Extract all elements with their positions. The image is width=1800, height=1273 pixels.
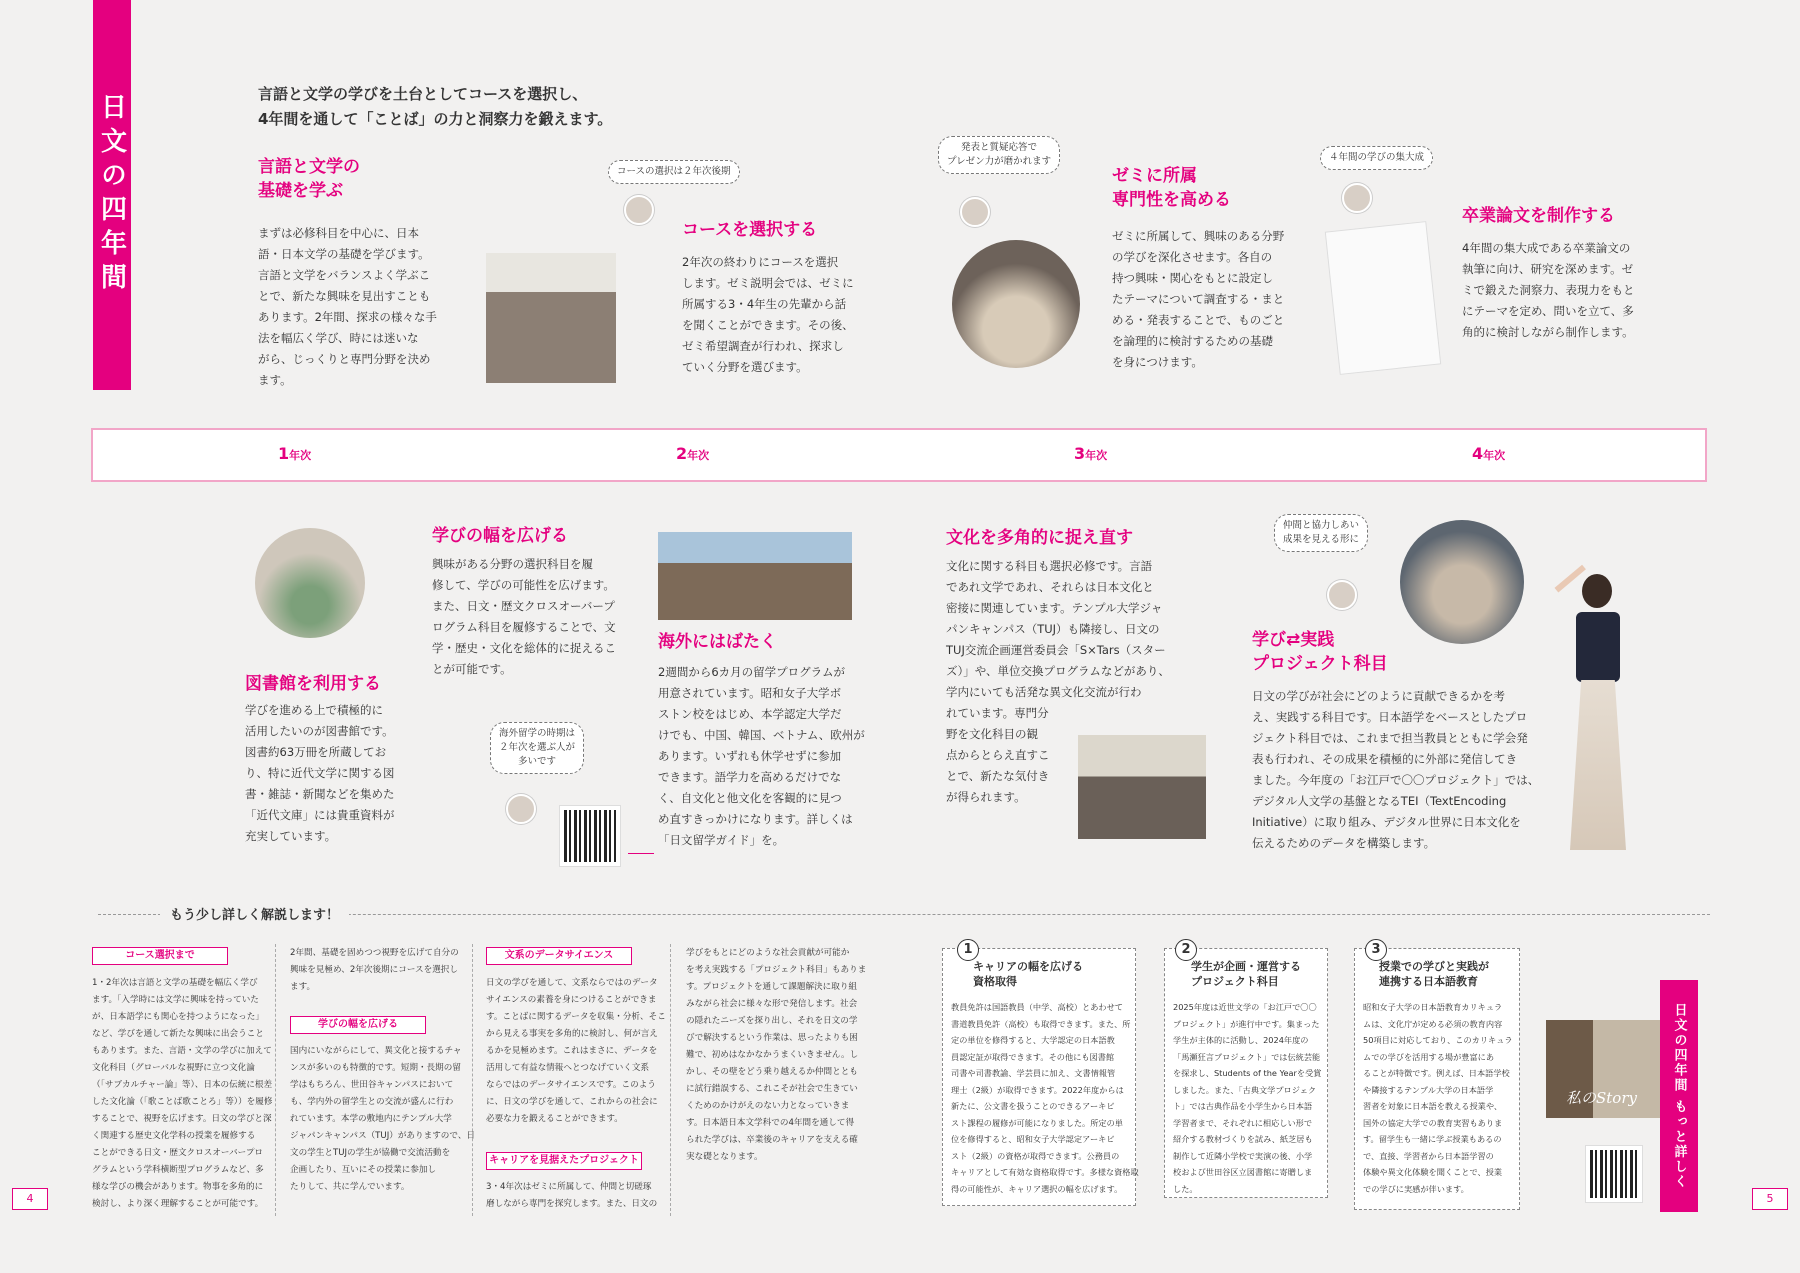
detail-column	[290, 1043, 475, 1196]
bubble-line: 成果を見える形に	[1283, 534, 1360, 545]
year-unit: 年次	[1085, 449, 1108, 462]
detail-tag: 学びの幅を広げる	[290, 1016, 426, 1034]
project-photo	[1400, 520, 1524, 644]
speech-bubble	[1274, 514, 1368, 552]
section-body	[682, 252, 854, 378]
bubble-line: プレゼン力が磨かれます	[947, 156, 1052, 167]
body-line: 「馬瀬狂言プロジェクト」では伝統芸能	[1173, 1051, 1321, 1062]
abroad-photo	[658, 532, 852, 620]
body-line: もあります。また、言語・文学の学びに加えて	[92, 1046, 272, 1056]
detail-column	[290, 945, 459, 996]
body-line: ズ）」や、単位交換プログラムなどがあり、	[946, 664, 1170, 678]
section-body	[245, 700, 395, 847]
body-line: 学内にいても活発な異文化交流が行わ	[946, 685, 1142, 699]
body-line: びで解決するという作業は、思ったよりも困	[686, 1033, 858, 1043]
body-line: 3・4年次はゼミに所属して、仲間と切磋琢	[486, 1182, 652, 1192]
box-title	[973, 959, 1083, 989]
body-line: ト」では古典作品を小学生から日本語	[1173, 1101, 1313, 1111]
year-unit: 年次	[1483, 449, 1506, 462]
body-line: ムでの学びを活用する場が豊富にあ	[1363, 1051, 1495, 1062]
bubble-line: 多いです	[518, 756, 557, 767]
body-line: 興味がある分野の選択科目を履	[432, 557, 593, 571]
section-body	[658, 662, 865, 851]
body-line: ストン校をはじめ、本学認定大学だ	[658, 707, 842, 721]
body-line: しました。また、「古典文学プロジェク	[1173, 1084, 1317, 1095]
body-line: 50項目に対応しており、このカリキュラ	[1363, 1035, 1513, 1045]
body-line: 図書約63万冊を所蔵してお	[245, 745, 387, 759]
body-line: 伝えるためのデータを構築します。	[1252, 836, 1436, 850]
section-title: 図書館を利用する	[245, 674, 381, 694]
detail-column	[486, 975, 666, 1128]
body-line: や隣接するテンプル大学の日本語学	[1363, 1084, 1494, 1095]
body-line: した。	[1173, 1183, 1198, 1194]
section-basics	[258, 155, 437, 391]
body-line: とが可能です。	[432, 662, 512, 676]
section-title: 基礎を学ぶ	[258, 181, 343, 201]
student-avatar	[506, 794, 536, 824]
body-line: 野を文化科目の観	[946, 727, 1038, 741]
box-title-line: プロジェクト科目	[1191, 975, 1279, 988]
section-body	[1112, 226, 1284, 373]
intro-line: 言語と文学の学びを土台としてコースを選択し、	[258, 85, 588, 103]
body-line: ミで鍛えた洞察力、表現力をもと	[1462, 283, 1635, 297]
body-line: す。留学生も一緒に学ぶ授業もあるの	[1363, 1134, 1502, 1144]
body-line: ました。今年度の「お江戸で〇〇プロジェクト」では、	[1252, 773, 1540, 787]
body-line: れています。専門分	[946, 706, 1049, 720]
body-line: 1・2年次は言語と文学の基礎を幅広く学び	[92, 978, 258, 988]
speech-bubble: ４年間の学びの集大成	[1320, 146, 1433, 170]
body-line: 学びをもとにどのような社会貢献が可能か	[686, 948, 850, 958]
body-line: 新たに、公文書を扱うことのできるアーキビ	[951, 1101, 1115, 1111]
body-line: 得の可能性が、キャリア選択の幅を広げます。	[951, 1183, 1123, 1194]
year-num: 1	[278, 444, 290, 463]
body-line: 持つ興味・関心をもとに設定し	[1112, 271, 1273, 285]
bubble-line: 発表と質疑応答で	[961, 142, 1038, 153]
year-unit: 年次	[687, 449, 710, 462]
section-project	[1252, 628, 1539, 854]
body-line: 2年間、基礎を固めつつ視野を広げて自分の	[290, 948, 459, 958]
box-title-line: 資格取得	[973, 975, 1017, 988]
body-line: り、特に近代文学に関する図	[245, 766, 395, 780]
body-line: ゼミに所属して、興味のある分野	[1112, 229, 1285, 243]
section-abroad	[658, 630, 865, 851]
body-line: 角的に検討しながら制作します。	[1462, 325, 1634, 339]
body-line: に、日文の学びを通して、これからの社会に	[486, 1097, 658, 1107]
bubble-line: 海外留学の時期は	[499, 728, 576, 739]
body-line: あります。2年間、探求の様々な手	[258, 310, 437, 324]
body-line: 学・歴史・文化を総体的に捉えるこ	[432, 641, 616, 655]
body-line: 文の学生とTUJの学生が協働で交流活動を	[290, 1148, 451, 1158]
body-line: 昭和女子大学の日本語教育カリキュラ	[1363, 1002, 1503, 1012]
info-box-project	[1164, 942, 1328, 1198]
body-line: 修して、学びの可能性を広げます。	[432, 578, 615, 592]
body-line: など、学びを通して新たな興味に出会うこと	[92, 1029, 264, 1039]
section-seminar	[1112, 164, 1284, 373]
body-line: 国内にいながらにして、異文化と接するチャ	[290, 1046, 462, 1056]
year-label-2	[676, 444, 709, 463]
body-line: 位を修得すると、昭和女子大学認定アーキビ	[951, 1134, 1115, 1144]
body-line: 充実しています。	[245, 829, 337, 843]
body-line: また、日文・歴文クロスオーバープ	[432, 599, 615, 613]
body-line: がら、じっくりと専門分野を決め	[258, 352, 431, 366]
info-box-japanese-education	[1354, 942, 1520, 1210]
body-line: ます。	[258, 373, 292, 387]
body-line: 員認定証が取得できます。その他にも図書館	[951, 1051, 1115, 1062]
section-widen	[432, 524, 616, 680]
body-line: の学びを深化させます。各自の	[1112, 250, 1273, 264]
body-line: サイエンスの素養を身につけることができま	[486, 995, 657, 1005]
body-line: が得られます。	[946, 790, 1026, 804]
body-line: での学びに実感が伴います。	[1363, 1183, 1469, 1194]
body-line: 習者を対象に日本語を教える授業や、	[1363, 1101, 1503, 1111]
body-line: とで、新たな興味を見出すことも	[258, 289, 431, 303]
body-line: 理士（2級）が取得できます。2022年度からは	[951, 1084, 1124, 1095]
body-line: で、直接、学習者から日本語学習の	[1363, 1150, 1494, 1161]
section-title: 学び⇄実践	[1252, 630, 1335, 650]
body-line: 表も行われ、その成果を積極的に外部に発信してき	[1252, 752, 1518, 766]
year-label-4	[1472, 444, 1505, 463]
box-body	[1363, 999, 1513, 1197]
body-line: 2025年度は近世文学の「お江戸で〇〇	[1173, 1002, 1317, 1012]
box-title	[1191, 959, 1301, 989]
section-body	[1252, 686, 1539, 854]
box-number: 1	[957, 939, 979, 961]
presenter-figure	[1548, 556, 1644, 856]
body-line: ムは、文化庁が定める必須の教育内容	[1363, 1018, 1503, 1029]
body-line: 点からとらえ直すこ	[946, 748, 1050, 762]
body-line: られた学びは、卒業後のキャリアを支える確	[686, 1135, 858, 1145]
body-line: 必要な力を鍛えることができます。	[486, 1114, 623, 1124]
body-line: を身につけます。	[1112, 355, 1203, 369]
student-avatar	[1342, 183, 1372, 213]
section-title: 学びの幅を広げる	[432, 526, 568, 546]
body-line: ます。	[290, 982, 316, 992]
body-line: 2週間から6カ月の留学プログラムが	[658, 665, 846, 679]
body-line: Initiative）に取り組み、デジタル世界に日本文化を	[1252, 815, 1521, 829]
box-body	[951, 999, 1139, 1197]
body-line: ます。「入学時には文学に興味を持っていた	[92, 995, 259, 1005]
body-line: も、学内外の留学生との交流が盛んに行わ	[290, 1097, 454, 1107]
body-line: 密接に関連しています。テンプル大学ジャ	[946, 601, 1163, 615]
box-body	[1173, 999, 1321, 1197]
arrow-icon	[628, 853, 654, 854]
body-line: 書・雑誌・新聞などを集めた	[245, 787, 395, 801]
body-line: 校および世田谷区立図書館に寄贈しま	[1173, 1167, 1313, 1177]
body-line: 磨しながら専門を探究します。また、日文の	[486, 1199, 658, 1209]
body-line: ンスが多いのも特徴的です。短期・長期の留	[290, 1063, 461, 1073]
student-avatar	[960, 197, 990, 227]
body-line: スト課程の履修が可能になりました。所定の単	[951, 1117, 1123, 1128]
body-line: 書道教員免許（高校）も取得できます。また、所	[951, 1018, 1131, 1029]
body-line: できます。語学力を高めるだけでな	[658, 770, 842, 784]
body-line: 法を幅広く学び、時には迷いな	[258, 331, 419, 345]
section-title: 海外にはばたく	[658, 632, 777, 652]
bubble-line: 仲間と協力しあい	[1283, 520, 1360, 531]
body-line: スト（2級）の資格が取得できます。公務員の	[951, 1150, 1120, 1161]
box-title	[1379, 959, 1489, 989]
body-line: デジタル人文学の基盤となるTEI（TextEncoding	[1252, 794, 1507, 808]
box-number: 2	[1175, 939, 1197, 961]
body-line: 「日文留学ガイド」を。	[658, 833, 785, 847]
section-title: ゼミに所属	[1112, 166, 1197, 186]
box-title-line: キャリアの幅を広げる	[973, 960, 1083, 973]
detail-column	[686, 945, 866, 1166]
library-photo	[255, 528, 365, 638]
section-title: コースを選択する	[682, 220, 818, 240]
box-title-line: 連携する日本語教育	[1379, 975, 1478, 988]
body-line: 実な礎となります。	[686, 1152, 763, 1162]
section-course	[682, 218, 854, 378]
seminar-photo	[952, 240, 1080, 368]
body-line: 国外の協定大学での教育実習もありま	[1363, 1117, 1503, 1128]
body-line: め直すきっかけになります。詳しくは	[658, 812, 853, 826]
body-line: 執筆に向け、研究を深めます。ゼ	[1462, 262, 1634, 276]
body-line: を論理的に検討するための基礎	[1112, 334, 1273, 348]
side-title: 日文の四年間	[93, 0, 131, 390]
body-line: 制作して近隣小学校で実演の後、小学	[1173, 1150, 1313, 1161]
culture-photo	[1078, 735, 1206, 839]
classroom-photo	[486, 253, 616, 383]
body-line: す。日本語日本文学科での4年間を通して得	[686, 1118, 855, 1128]
body-line: かし、その壁をどう乗り越えるか仲間ととも	[686, 1067, 858, 1077]
body-line: ていく分野を選びます。	[682, 360, 808, 374]
body-line: 日文の学びが社会にどのように貢献できるかを考	[1252, 689, 1505, 703]
body-line: にテーマを定め、問いを立て、多	[1462, 304, 1634, 318]
body-line: の隠れたニーズを探り出し、それを日文の学	[686, 1016, 858, 1026]
body-line: みながら社会に様々な形で発信します。社会	[686, 999, 858, 1009]
year-label-3	[1074, 444, 1107, 463]
body-line: 言語と文学をバランスよく学ぶこ	[258, 268, 431, 282]
body-line: 用意されています。昭和女子大学ボ	[658, 686, 842, 700]
box-number: 3	[1365, 939, 1387, 961]
body-line: 企画したり、互いにその授業に参加し	[290, 1165, 437, 1175]
speech-bubble: コースの選択は２年次後期	[608, 160, 740, 184]
box-title-line: 授業での学びと実践が	[1379, 960, 1489, 973]
page-number-left: 4	[12, 1188, 48, 1210]
body-line: 興味を見極め、2年次後期にコースを選択し	[290, 965, 458, 975]
body-line: けでも、中国、韓国、ベトナム、欧州が	[658, 728, 865, 742]
box-title-line: 学生が企画・運営する	[1191, 960, 1301, 973]
thesis-photo	[1325, 221, 1441, 375]
section-title: 文化を多角的に捉え直す	[946, 528, 1133, 548]
body-line: 「近代文庫」には貴重資料が	[245, 808, 395, 822]
body-line: 日文の学びを通して、文系ならではのデータ	[486, 978, 658, 988]
body-line: とで、新たな気付き	[946, 769, 1050, 783]
body-line: 活用したいのが図書館です。	[245, 724, 394, 738]
body-line: パンキャンパス（TUJ）も隣接し、日文の	[946, 622, 1160, 636]
body-line: くためのかけがえのない力となっていきま	[686, 1101, 850, 1111]
year-label-1	[278, 444, 311, 463]
year-num: 4	[1472, 444, 1484, 463]
body-line: TUJ交流企画運営委員会「S×Tars（スター	[946, 643, 1166, 657]
body-line: す。プロジェクトを通して課題解決に取り組	[686, 982, 858, 992]
body-line: プロジェクト」が進行中です。集まった	[1173, 1018, 1320, 1029]
body-line: く関連する歴史文化学科の授業を履修する	[92, 1131, 256, 1141]
body-line: 検討し、より深く理解することが可能です。	[92, 1199, 264, 1209]
body-line: 語・日本文学の基礎を学びます。	[258, 247, 430, 261]
body-line: 学はもちろん、世田谷キャンパスにおいて	[290, 1080, 454, 1090]
body-line: から見える事実を多角的に検討し、何が言え	[486, 1029, 658, 1039]
body-line: であれ文学であれ、それらは日本文化と	[946, 580, 1154, 594]
body-line: 文化に関する科目も選択必修です。言語	[946, 559, 1153, 573]
body-line: める・発表することで、ものごと	[1112, 313, 1285, 327]
body-line: ゼミ希望調査が行われ、探求し	[682, 339, 844, 353]
body-line: します。ゼミ説明会では、ゼミに	[682, 276, 854, 290]
body-line: することで、視野を広げます。日文の学びと深	[92, 1114, 272, 1124]
intro-text	[258, 82, 778, 132]
section-body	[432, 554, 616, 680]
body-line: れています。本学の敷地内にテンプル大学	[290, 1114, 452, 1124]
column-divider	[472, 944, 473, 1216]
body-line: ジェクト科目では、これまで担当教員とともに学会発	[1252, 731, 1528, 745]
section-title: 専門性を高める	[1112, 190, 1231, 210]
body-line: ログラム科目を履修することで、文	[432, 620, 616, 634]
body-line: ことができる日文・歴文クロスオーバープロ	[92, 1148, 264, 1158]
body-line: ることが特徴です。例えば、日本語学校	[1363, 1068, 1510, 1078]
body-line: を聞くことができます。その後、	[682, 318, 854, 332]
detail-column	[486, 1179, 657, 1213]
year-num: 2	[676, 444, 688, 463]
detail-tag: 文系のデータサイエンス	[486, 947, 632, 965]
year-timeline	[91, 428, 1707, 482]
intro-line: 4年間を通して「ことば」の力と洞察力を鍛えます。	[258, 110, 613, 128]
body-line: キャリアとして有効な資格取得です。多様な資格取	[951, 1167, 1139, 1177]
body-line: え、実践する科目です。日本語学をベースとしたプロ	[1252, 710, 1528, 724]
body-line: まずは必修科目を中心に、日本	[258, 226, 419, 240]
detail-tag: コース選択まで	[92, 947, 228, 965]
speech-bubble	[938, 136, 1060, 174]
detail-title: もう少し詳しく解説します！	[160, 904, 349, 923]
bubble-line: ２年次を選ぶ人が	[499, 742, 576, 753]
student-avatar	[624, 195, 654, 225]
info-box-qualification	[942, 942, 1139, 1206]
body-line: 学びを進める上で積極的に	[245, 703, 383, 717]
body-line: ならではのデータサイエンスです。このよう	[486, 1080, 656, 1090]
column-divider	[275, 944, 276, 1216]
year-unit: 年次	[289, 449, 312, 462]
section-title: プロジェクト科目	[1252, 654, 1388, 674]
body-line: が、日本語学にも関心を持つようになった」	[92, 1012, 264, 1022]
body-line: 学習者まで、それぞれに相応しい形で	[1173, 1117, 1313, 1128]
body-line: く、自文化と他文化を客観的に見つ	[658, 791, 842, 805]
story-text: 私のStory	[1566, 1089, 1637, 1107]
body-line: 定の単位を修得すると、大学認定の日本語教	[951, 1035, 1115, 1045]
body-line: るかを見極めます。これはまさに、データを	[486, 1046, 658, 1056]
body-line: ジャパンキャンパス（TUJ）がありますので、日	[290, 1131, 476, 1141]
detail-tag: キャリアを見据えたプロジェクト	[486, 1152, 642, 1170]
body-line: グラムという学科横断型プログラムなど、多	[92, 1165, 264, 1175]
column-divider	[670, 944, 671, 1216]
body-line: あります。いずれも休学せずに参加	[658, 749, 842, 763]
body-line: 活用して有益な情報へとつなげていく文系	[486, 1063, 650, 1073]
body-line: 教員免許は国語教員（中学、高校）とあわせて	[951, 1002, 1123, 1012]
body-line: に試行錯誤する、これこそが社会で生きてい	[686, 1084, 858, 1094]
body-line: を考え実践する「プロジェクト科目」もありま	[686, 965, 867, 975]
body-line: 司書や司書教諭、学芸員に加え、文書情報管	[951, 1068, 1116, 1078]
body-line: 4年間の集大成である卒業論文の	[1462, 241, 1631, 255]
body-line: 所属する3・4年生の先輩から話	[682, 297, 847, 311]
qr-code-icon[interactable]	[1586, 1146, 1642, 1202]
story-photo[interactable]	[1546, 1020, 1664, 1118]
page-number-right: 5	[1752, 1188, 1788, 1210]
year-num: 3	[1074, 444, 1086, 463]
body-line: 2年次の終わりにコースを選択	[682, 255, 839, 269]
section-title: 卒業論文を制作する	[1462, 206, 1615, 226]
qr-code-icon[interactable]	[560, 806, 620, 866]
body-line: 文化科目（グローバルな視野に立つ文化論	[92, 1063, 255, 1073]
detail-column	[92, 975, 272, 1213]
speech-bubble	[490, 722, 584, 774]
body-line: 学生が主体的に活動し、2024年度の	[1173, 1035, 1309, 1045]
body-line: （「サブカルチャー論」等）、日本の伝統に根差	[92, 1080, 273, 1090]
body-line: す。ことばに関するデータを収集・分析、そこ	[486, 1012, 666, 1022]
body-line: 様な学びの機会があります。物事を多角的に	[92, 1182, 264, 1192]
body-line: たりして、共に学んでいます。	[290, 1182, 410, 1192]
more-details-link[interactable]: 日文の四年間 もっと詳しく	[1660, 980, 1698, 1212]
section-thesis	[1462, 204, 1635, 343]
section-body	[1462, 238, 1635, 343]
body-line: 体験や異文化体験を聞くことで、授業	[1363, 1167, 1503, 1177]
body-line: 紹介する教材づくりを試み、紙芝居も	[1173, 1134, 1313, 1144]
student-avatar	[1327, 580, 1357, 610]
section-library	[245, 672, 395, 847]
section-title: 言語と文学の	[258, 157, 360, 177]
body-line: した文化論（「歌ことば歌ことろ」等））を履修	[92, 1097, 273, 1107]
body-line: たテーマについて調査する・まと	[1112, 292, 1285, 306]
section-body	[258, 223, 437, 391]
body-line: 難で、初めはなかなかうまくいきません。し	[686, 1050, 859, 1060]
body-line: を探求し、Students of the Yearを受賞	[1173, 1068, 1322, 1078]
